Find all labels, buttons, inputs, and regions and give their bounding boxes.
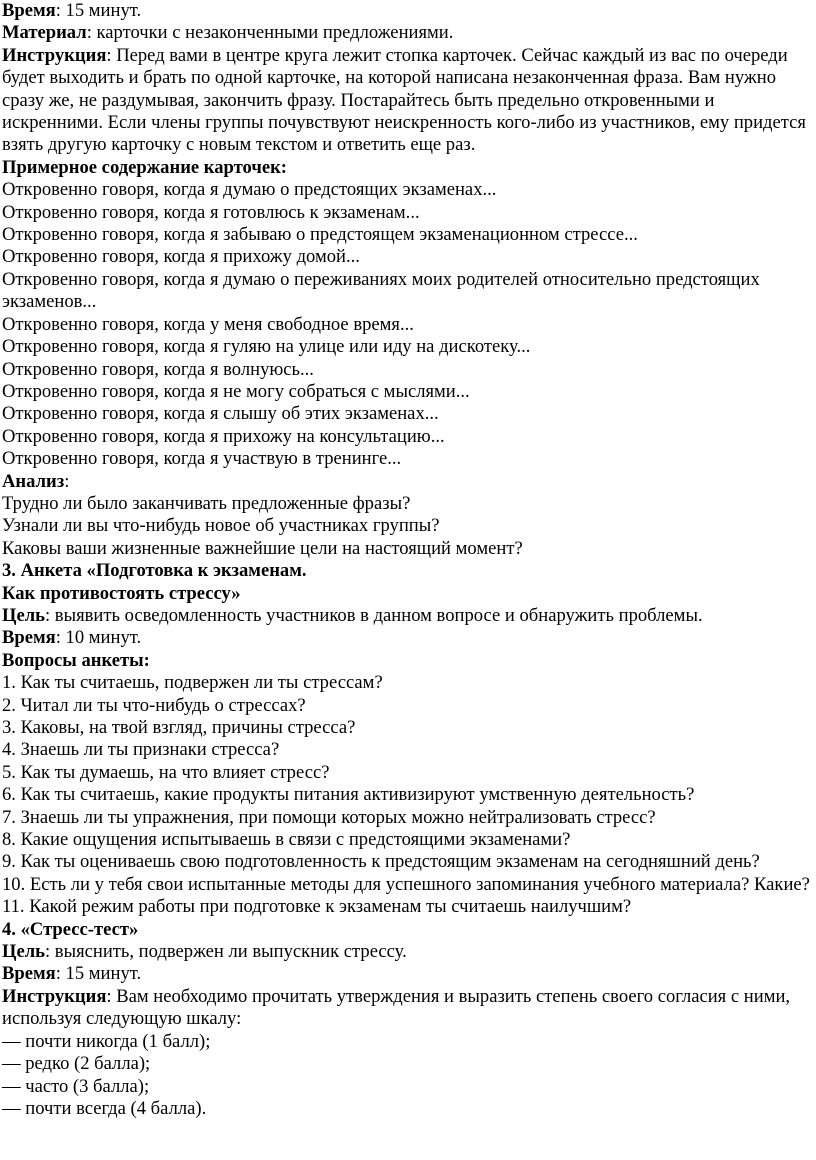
time-label: Время [2, 0, 56, 21]
analysis-label: Анализ [2, 470, 65, 492]
instruction-label: Инструкция [2, 44, 107, 66]
cards-heading: Примерное содержание карточек: [2, 156, 287, 178]
card-item: Откровенно говоря, когда я забываю о предстоящем экзаменационном стрессе... [2, 224, 638, 246]
section3-time-label: Время [2, 627, 56, 649]
section3-title-line1: 3. Анкета «Подготовка к экзаменам. [2, 560, 307, 582]
card-item: Откровенно говоря, когда я прихожу на консультацию... [2, 425, 445, 447]
analysis-question: Каковы ваши жизненные важнейшие цели на настоящий момент? [2, 537, 523, 559]
scale-item: — часто (3 балла); [2, 1075, 150, 1097]
section3-goal-value: : выявить осведомленность участников в данном вопросе и обнаружить проблемы. [44, 604, 703, 626]
analysis-question: Трудно ли было заканчивать предложенные фразы? [2, 492, 411, 514]
material-line [2, 22, 810, 44]
material-value: : карточки с незаконченными предложениями. [86, 22, 454, 44]
survey-question: 9. Как ты оцениваешь свою подготовленность к предстоящим экзаменам на сегодняшний день? [2, 851, 760, 873]
section4-goal-label: Цель [2, 941, 45, 963]
section4-time-line [2, 963, 810, 985]
analysis-line [2, 471, 810, 493]
card-item: Откровенно говоря, когда я не могу собраться с мыслями... [2, 380, 470, 402]
section4-goal-line [2, 941, 810, 963]
section4-instruction-label: Инструкция [2, 985, 107, 1007]
section3-goal-line [2, 605, 810, 627]
scale-item: — редко (2 балла); [2, 1053, 151, 1075]
survey-question: 6. Как ты считаешь, какие продукты питания активизируют умственную деятельность? [2, 784, 695, 806]
card-item: Откровенно говоря, когда я думаю о переживаниях моих родителей относительно предстоящих экзаменов... [2, 268, 760, 313]
section3-title-line2: Как противостоять стрессу» [2, 582, 241, 604]
section4-title: 4. «Стресс-тест» [2, 918, 139, 940]
section4-time-value: : 15 минут. [55, 963, 142, 985]
analysis-question: Узнали ли вы что-нибудь новое об участниках группы? [2, 515, 440, 537]
time-value: : 15 минут. [55, 0, 142, 21]
section4-time-label: Время [2, 963, 56, 985]
survey-question: 10. Есть ли у тебя свои испытанные методы для успешного запоминания учебного материала? Какие? [2, 873, 810, 895]
card-item: Откровенно говоря, когда я готовлюсь к экзаменам... [2, 201, 420, 223]
survey-question: 8. Какие ощущения испытываешь в связи с предстоящими экзаменами? [2, 829, 571, 851]
scale-item: — почти никогда (1 балл); [2, 1030, 211, 1052]
section4-goal-value: : выяснить, подвержен ли выпускник стрессу. [44, 941, 407, 963]
survey-question: 1. Как ты считаешь, подвержен ли ты стрессам? [2, 672, 383, 694]
survey-question: 5. Как ты думаешь, на что влияет стресс? [2, 761, 330, 783]
section3-goal-label: Цель [2, 604, 45, 626]
survey-question: 2. Читал ли ты что-нибудь о стрессах? [2, 694, 306, 716]
section4-instruction [2, 986, 810, 1031]
survey-question: 3. Каковы, на твой взгляд, причины стресса? [2, 717, 356, 738]
material-label: Материал [2, 22, 87, 44]
instruction-paragraph [2, 45, 810, 157]
instruction-text: : Перед вами в центре круга лежит стопка карточек. Сейчас каждый из вас по очереди будет выходить и брать по одной карточке, на которой написана незаконченная фраза. Вам нужно сразу же, не раздумывая, закончить фразу. Постарайтесь быть предельно откровенными и искренними. Если члены группы почувствуют неискренность кого-либо из участников, ему придется взять другую карточку с новым текстом и ответить еще раз. [2, 44, 806, 156]
survey-question: 4. Знаешь ли ты признаки стресса? [2, 739, 280, 761]
survey-question: 11. Какой режим работы при подготовке к экзаменам ты считаешь наилучшим? [2, 896, 632, 918]
questions-heading: Вопросы анкеты: [2, 649, 150, 671]
survey-question: 7. Знаешь ли ты упражнения, при помощи которых можно нейтрализовать стресс? [2, 806, 656, 828]
scale-item: — почти всегда (4 балла). [2, 1097, 207, 1119]
time-line [2, 0, 810, 22]
section4-instruction-text: : Вам необходимо прочитать утверждения и выразить степень своего согласия с ними, используя следующую шкалу: [2, 985, 791, 1030]
analysis-colon: : [64, 470, 70, 492]
card-item: Откровенно говоря, когда я думаю о предстоящих экзаменах... [2, 179, 497, 201]
card-item: Откровенно говоря, когда у меня свободное время... [2, 313, 414, 335]
card-item: Откровенно говоря, когда я участвую в тренинге... [2, 448, 402, 470]
card-item: Откровенно говоря, когда я слышу об этих экзаменах... [2, 403, 439, 425]
card-item: Откровенно говоря, когда я волнуюсь... [2, 358, 314, 380]
card-item: Откровенно говоря, когда я гуляю на улице или иду на дискотеку... [2, 336, 531, 358]
card-item: Откровенно говоря, когда я прихожу домой... [2, 246, 360, 268]
section3-time-value: : 10 минут. [55, 627, 142, 649]
section3-time-line [2, 627, 810, 649]
